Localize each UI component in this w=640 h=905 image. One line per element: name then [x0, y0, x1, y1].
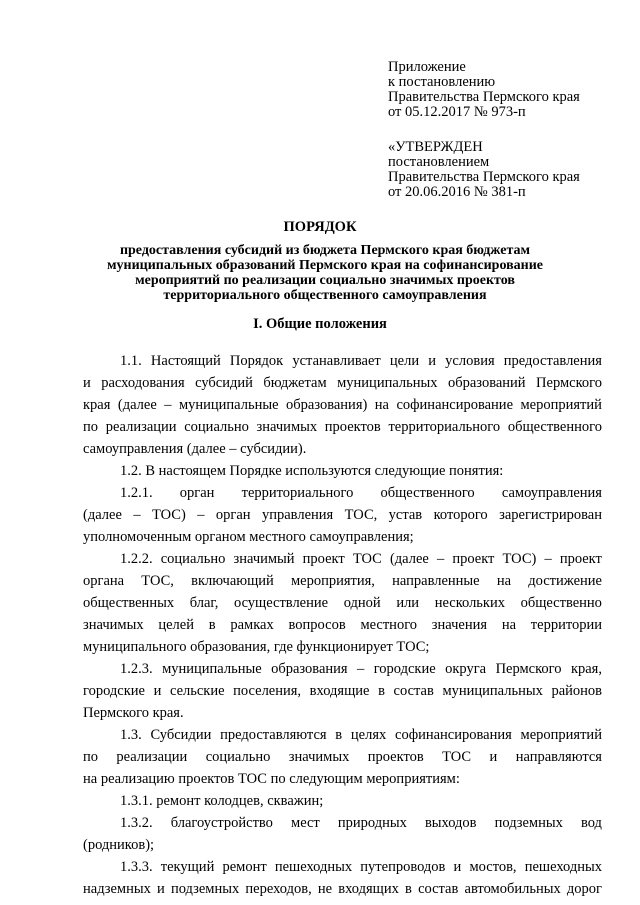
body-word: сельские: [169, 683, 225, 699]
body-line: [120, 856, 602, 878]
body-word: ТОС,: [344, 507, 378, 523]
body-word: мест: [291, 815, 320, 831]
body-word: и: [157, 881, 165, 897]
body-word: –: [544, 551, 552, 567]
document-subtitle: [100, 243, 550, 303]
body-word: (далее: [389, 551, 429, 567]
body-line: [120, 350, 602, 372]
body-word: ремонт: [222, 859, 267, 875]
body-word: 1.2.1.: [120, 485, 153, 501]
subtitle-line: мероприятий по реализации социально значимых проектов: [135, 273, 515, 288]
body-word: предоставляются: [220, 727, 327, 743]
body-word: цели: [389, 353, 420, 369]
body-word: орган: [179, 485, 215, 501]
body-word: состав: [393, 683, 434, 699]
body-word: Субсидии: [150, 727, 212, 743]
body-word: проектов: [367, 749, 424, 765]
appendix-line: от 05.12.2017 № 973-п: [388, 104, 526, 120]
body-word: округа: [445, 661, 487, 677]
body-word: софинансирование: [396, 397, 514, 413]
body-word: районов: [551, 683, 602, 699]
body-word: и: [153, 683, 162, 699]
body-word: не: [317, 881, 333, 897]
body-word: Пермского: [536, 375, 602, 391]
body-word: по: [83, 419, 99, 435]
body-line: [120, 482, 602, 504]
body-word: благ,: [189, 595, 219, 611]
body-word: зарегистрирован: [499, 507, 602, 523]
body-word: значимых: [256, 419, 318, 435]
body-word: надземных: [83, 881, 151, 897]
subtitle-line: муниципальных образований Пермского края на софинансирование: [106, 258, 544, 273]
body-word: выходов: [424, 815, 477, 831]
body-word: ТОС): [151, 507, 186, 523]
subtitle-line: предоставления субсидий из бюджета Пермского края бюджетам: [119, 243, 531, 258]
body-line: [83, 592, 602, 614]
body-word: Пермского: [495, 661, 562, 677]
body-word: субсидий: [195, 375, 253, 391]
body-word: муниципальные: [162, 661, 262, 677]
body-word: текущий: [160, 859, 215, 875]
body-word: на: [496, 573, 512, 589]
body-line: [83, 372, 602, 394]
body-word: в: [405, 881, 412, 897]
body-word: включающий: [191, 573, 274, 589]
body-word: –: [133, 507, 141, 523]
body-line: [120, 548, 602, 570]
body-word: или: [396, 595, 420, 611]
body-word: мероприятий: [520, 397, 602, 413]
body-line: [83, 416, 602, 438]
body-word: края,: [570, 661, 602, 677]
body-word: дорог: [566, 881, 602, 897]
body-word: состав: [418, 881, 459, 897]
body-word: в: [208, 617, 216, 633]
body-word: реализации: [105, 419, 177, 435]
body-word: на: [374, 397, 389, 413]
body-word: Настоящий: [150, 353, 221, 369]
body-word: целях: [350, 727, 387, 743]
body-word: достижение: [528, 573, 602, 589]
section-heading: I. Общие положения: [253, 316, 387, 332]
body-word: значимых: [83, 617, 144, 633]
body-word: подземных: [494, 815, 563, 831]
approved-line: постановлением: [388, 154, 490, 170]
body-word: значимых: [288, 749, 350, 765]
body-word: софинансирования: [395, 727, 512, 743]
body-word: –: [436, 551, 445, 567]
body-word: реализации: [116, 749, 188, 765]
appendix-line: Правительства Пермского края: [388, 89, 580, 105]
body-word: значимый: [233, 551, 295, 567]
body-word: и: [453, 859, 462, 875]
body-word: предоставления: [503, 353, 602, 369]
body-word: бюджетам: [263, 375, 327, 391]
body-word: социально: [160, 551, 226, 567]
body-line: уполномоченным органом местного самоуправления;: [83, 529, 414, 545]
body-line: 1.3.1. ремонт колодцев, скважин;: [120, 793, 324, 809]
body-word: направленные: [392, 573, 480, 589]
body-word: в: [378, 683, 385, 699]
body-line: [83, 878, 602, 900]
body-word: 1.3.: [120, 727, 142, 743]
body-word: нескольких: [434, 595, 505, 611]
approved-line: «УТВЕРЖДЕН: [388, 139, 483, 155]
body-word: территориального: [241, 485, 354, 501]
body-line: [83, 394, 602, 416]
body-word: образований: [447, 375, 526, 391]
body-word: и: [489, 749, 498, 765]
body-word: природных: [337, 815, 407, 831]
body-word: направляются: [515, 749, 602, 765]
body-word: целей: [158, 617, 194, 633]
body-word: входящих: [338, 881, 399, 897]
body-line: [120, 724, 602, 746]
body-word: и: [83, 375, 91, 391]
body-word: территории: [530, 617, 602, 633]
body-word: благоустройство: [170, 815, 273, 831]
body-word: общественных: [83, 595, 175, 611]
approved-line: Правительства Пермского края: [388, 169, 580, 185]
body-word: муниципальных: [442, 683, 543, 699]
body-word: территориального: [388, 419, 501, 435]
body-word: общественно: [520, 595, 602, 611]
body-word: (далее: [83, 507, 122, 523]
body-word: 1.2.2.: [120, 551, 153, 567]
body-word: пешеходных: [524, 859, 602, 875]
body-word: городские: [373, 661, 436, 677]
body-word: пешеходных: [274, 859, 353, 875]
body-line: (родников);: [83, 837, 155, 853]
body-line: [83, 614, 602, 636]
body-word: социально: [205, 749, 271, 765]
body-word: мероприятия,: [290, 573, 375, 589]
body-word: ТОС): [502, 551, 537, 567]
body-word: 1.3.3.: [120, 859, 153, 875]
body-word: которого: [433, 507, 488, 523]
body-word: 1.1.: [120, 353, 142, 369]
body-word: проект: [452, 551, 495, 567]
body-word: поселения,: [233, 683, 302, 699]
body-word: переходов,: [245, 881, 312, 897]
body-word: 1.3.2.: [120, 815, 153, 831]
appendix-block: [388, 60, 580, 120]
body-word: –: [197, 507, 205, 523]
body-word: органа: [83, 573, 125, 589]
body-word: расходования: [101, 375, 185, 391]
body-word: вод: [580, 815, 602, 831]
body-word: по: [83, 749, 99, 765]
body-word: управления: [261, 507, 334, 523]
appendix-line: Приложение: [388, 59, 466, 75]
body-line: [83, 504, 602, 526]
body-line: самоуправления (далее – субсидии).: [83, 441, 307, 457]
subtitle-line: территориального общественного самоуправления: [163, 288, 487, 303]
body-word: Порядок: [229, 353, 284, 369]
body-word: мероприятий: [520, 727, 602, 743]
body-word: проект: [302, 551, 345, 567]
body-word: 1.2.3.: [120, 661, 153, 677]
body-word: условия: [445, 353, 495, 369]
body-word: устав: [388, 507, 423, 523]
body-line: 1.2. В настоящем Порядке используются следующие понятия:: [120, 463, 504, 479]
body-word: образования: [271, 661, 348, 677]
body-word: социально: [184, 419, 249, 435]
body-text: [83, 350, 602, 900]
body-word: муниципальные: [178, 397, 279, 413]
document-title: ПОРЯДОК: [283, 219, 357, 235]
body-word: проект: [559, 551, 602, 567]
body-word: на: [501, 617, 517, 633]
body-line: [120, 812, 602, 834]
body-word: городские: [83, 683, 145, 699]
body-word: самоуправления: [501, 485, 602, 501]
body-word: –: [357, 661, 365, 677]
body-line: [83, 680, 602, 702]
body-word: устанавливает: [292, 353, 381, 369]
body-word: орган: [215, 507, 251, 523]
approved-line: от 20.06.2016 № 381-п: [388, 184, 526, 200]
body-word: рамках: [230, 617, 274, 633]
body-word: входящие: [309, 683, 370, 699]
body-word: подземных: [170, 881, 240, 897]
body-line: [83, 746, 602, 768]
body-word: ТОС: [352, 551, 382, 567]
body-line: Пермского края.: [83, 705, 184, 721]
approved-block: [388, 140, 580, 200]
body-word: ТОС,: [141, 573, 174, 589]
body-word: местного: [360, 617, 418, 633]
body-word: общественного: [507, 419, 602, 435]
body-word: автомобильных: [464, 881, 561, 897]
body-word: общественного: [380, 485, 475, 501]
body-word: и: [428, 353, 437, 369]
body-line: [120, 658, 602, 680]
body-word: путепроводов: [360, 859, 446, 875]
body-word: образования): [286, 397, 368, 413]
body-word: проектов: [324, 419, 381, 435]
body-word: –: [164, 397, 172, 413]
body-line: [83, 570, 602, 592]
body-word: (далее: [117, 397, 157, 413]
body-word: одной: [343, 595, 381, 611]
appendix-line: к постановлению: [388, 74, 496, 90]
body-word: значения: [431, 617, 488, 633]
body-word: вопросов: [288, 617, 346, 633]
body-line: муниципального образования, где функционирует ТОС;: [83, 639, 430, 655]
body-word: в: [335, 727, 343, 743]
body-word: муниципальных: [337, 375, 438, 391]
body-word: осуществление: [233, 595, 329, 611]
body-word: края: [83, 397, 111, 413]
body-word: мостов,: [469, 859, 517, 875]
body-word: ТОС: [442, 749, 472, 765]
body-line: на реализацию проектов ТОС по следующим мероприятиям:: [83, 771, 460, 787]
